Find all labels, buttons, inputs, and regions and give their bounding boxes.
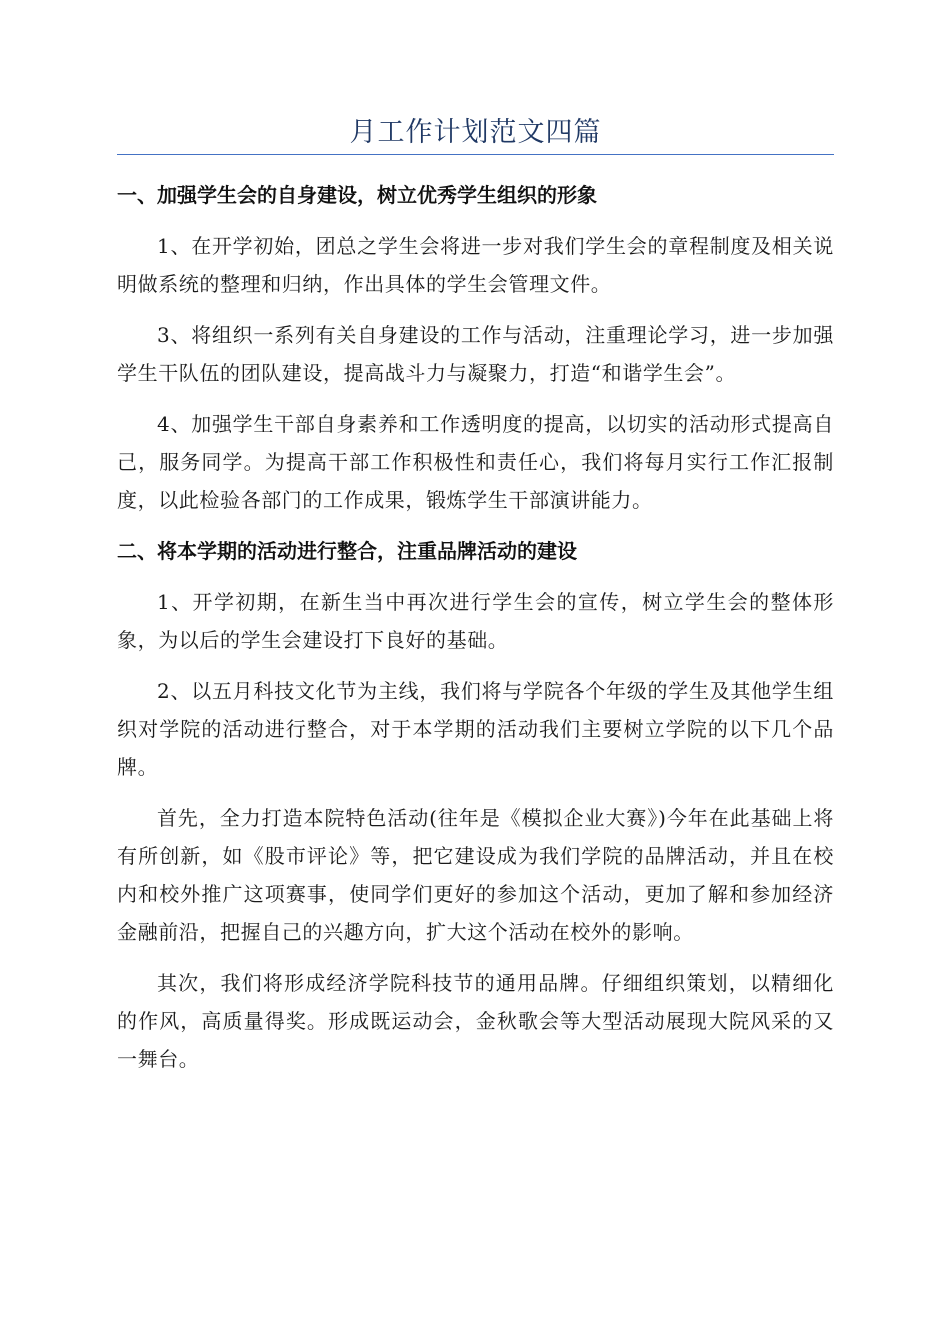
title-underline: [117, 154, 834, 155]
paragraph: 3、将组织一系列有关自身建设的工作与活动，注重理论学习，进一步加强学生干队伍的团队建设，提高战斗力与凝聚力，打造“和谐学生会”。: [117, 323, 834, 385]
section-heading: 二、将本学期的活动进行整合，注重品牌活动的建设: [117, 539, 577, 563]
document-title: 月工作计划范文四篇: [349, 117, 602, 148]
paragraph: 首先，全力打造本院特色活动(往年是《模拟企业大赛》)今年在此基础上将有所创新，如《股市评论》等，把它建设成为我们学院的品牌活动，并且在校内和校外推广这项赛事，使同学们更好的参加这个活动，更加了解和参加经济金融前沿，把握自己的兴趣方向，扩大这个活动在校外的影响。: [117, 806, 834, 944]
paragraph: 1、开学初期，在新生当中再次进行学生会的宣传，树立学生会的整体形象，为以后的学生会建设打下良好的基础。: [117, 590, 834, 652]
paragraph: 其次，我们将形成经济学院科技节的通用品牌。仔细组织策划，以精细化的作风，高质量得奖。形成既运动会，金秋歌会等大型活动展现大院风采的又一舞台。: [117, 971, 834, 1071]
paragraph: 2、以五月科技文化节为主线，我们将与学院各个年级的学生及其他学生组织对学院的活动进行整合，对于本学期的活动我们主要树立学院的以下几个品牌。: [117, 679, 834, 779]
section-2: [117, 532, 834, 1078]
section-heading: 一、加强学生会的自身建设，树立优秀学生组织的形象: [117, 183, 597, 207]
paragraph: 1、在开学初始，团总之学生会将进一步对我们学生会的章程制度及相关说明做系统的整理和归纳，作出具体的学生会管理文件。: [117, 234, 834, 296]
paragraph: 4、加强学生干部自身素养和工作透明度的提高，以切实的活动形式提高自己，服务同学。为提高干部工作积极性和责任心，我们将每月实行工作汇报制度，以此检验各部门的工作成果，锻炼学生干部演讲能力。: [117, 412, 834, 512]
document-body: [117, 176, 834, 1091]
section-1: [117, 176, 834, 519]
